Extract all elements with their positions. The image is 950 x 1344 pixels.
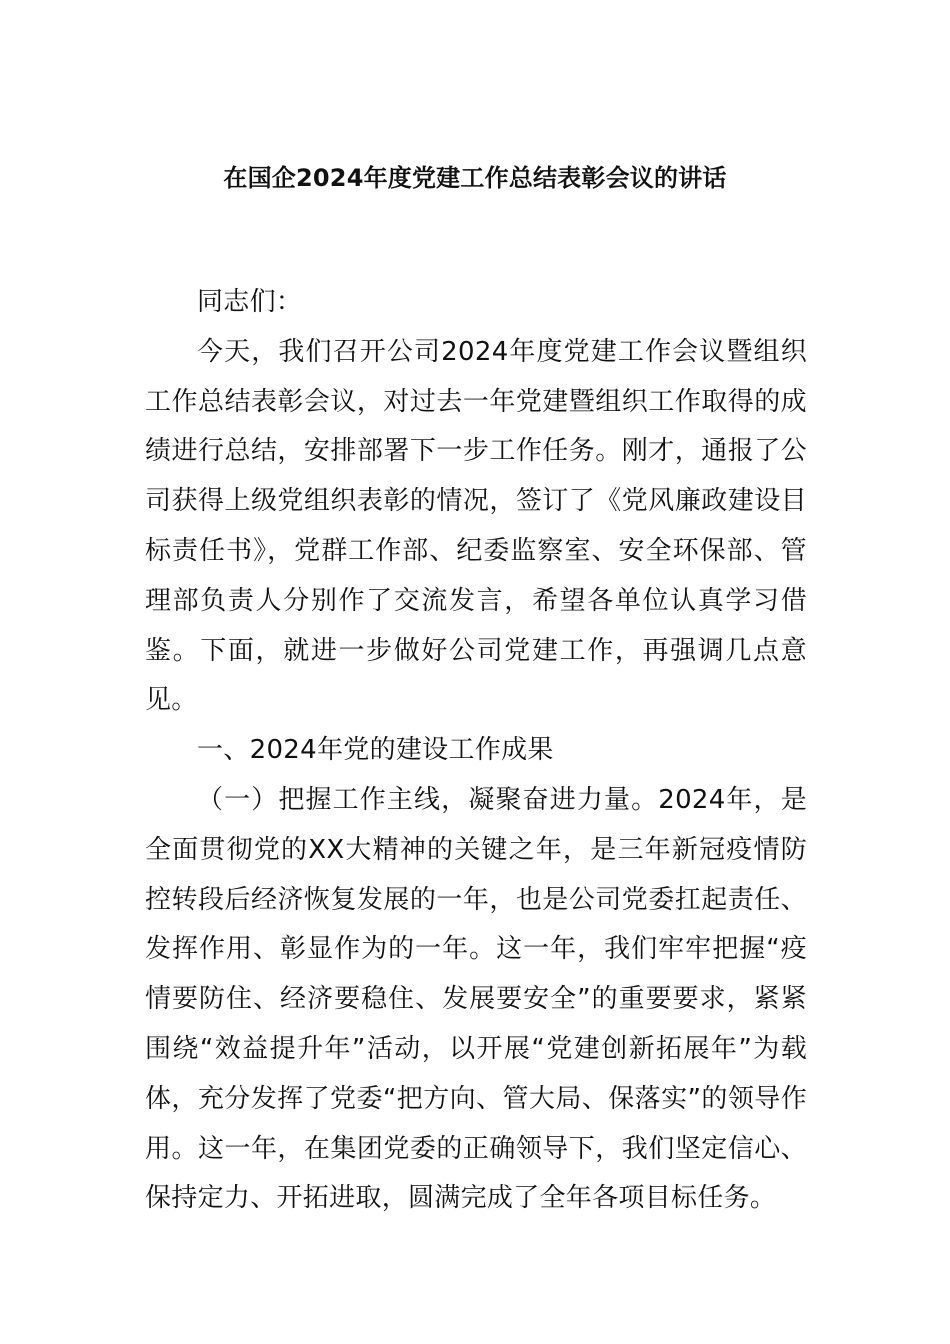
- salutation-paragraph: 同志们：: [197, 287, 303, 317]
- subsection-paragraph: （一）把握工作主线，凝聚奋进力量。2024年，是全面贯彻党的XX大精神的关键之年，是三年新冠疫情防控转段后经济恢复发展的一年，也是公司党委扛起责任、发挥作用、彰显作为的一年。这一年，我们牢牢把握“疫情要防住、经济要稳住、发展要安全”的重要要求，紧紧围绕“效益提升年”活动，以开展“党建创新拓展年”为载体，充分发挥了党委“把方向、管大局、保落实”的领导作用。这一年，在集团党委的正确领导下，我们坚定信心、保持定力、开拓进取，圆满完成了全年各项目标任务。: [145, 784, 807, 1214]
- document-title: 在国企2024年度党建工作总结表彰会议的讲话: [223, 164, 727, 192]
- section-heading: 一、2024年党的建设工作成果: [197, 735, 554, 766]
- intro-paragraph: 今天，我们召开公司2024年度党建工作会议暨组织工作总结表彰会议，对过去一年党建暨组织工作取得的成绩进行总结，安排部署下一步工作任务。刚才，通报了公司获得上级党组织表彰的情况，签订了《党风廉政建设目标责任书》，党群工作部、纪委监察室、安全环保部、管理部负责人分别作了交流发言，希望各单位认真学习借鉴。下面，就进一步做好公司党建工作，再强调几点意见。: [145, 336, 807, 716]
- document-body: [145, 278, 807, 1224]
